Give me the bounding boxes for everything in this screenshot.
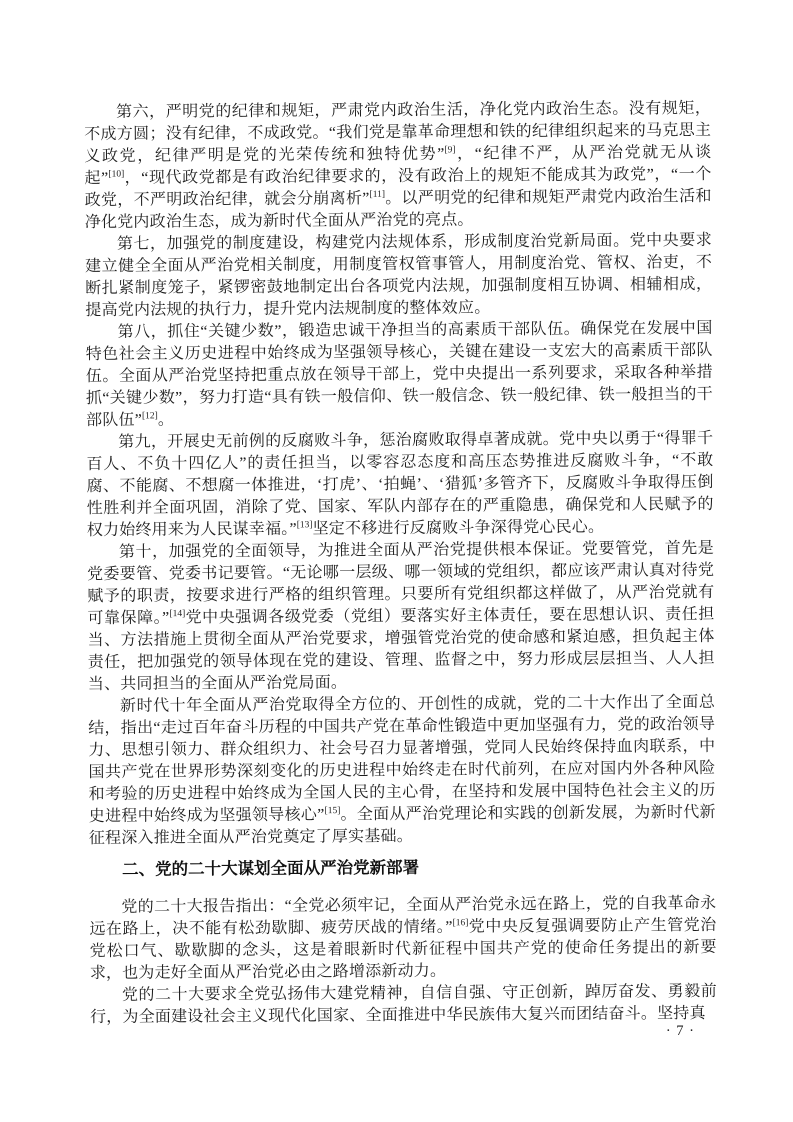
page-number: · 7 ·	[665, 1023, 695, 1039]
footnote-ref: [16]	[452, 918, 469, 929]
paragraph: 第六，严明党的纪律和规矩，严肃党内政治生活，净化党内政治生态。没有规矩，不成方圆；没有纪律，不成政党。“我们党是靠革命理想和铁的纪律组织起来的马克思主义政党，纪律严明是党的光荣传统和独特优势”[9]，“纪律不严，从严治党就无从谈起”[10]，“现代政党都是有政治纪律要求的，没有政治上的规矩不能成其为政党”，“一个政党，不严明政治纪律，就会分崩离析”[11]。以严明党的纪律和规矩严肃党内政治生活和净化党内政治生态，成为新时代全面从严治党的亮点。	[84, 99, 712, 232]
footnote-ref: [14]	[169, 609, 186, 620]
footnote-ref: [11]	[369, 189, 386, 200]
footnote-ref: [10]	[108, 169, 125, 180]
document-body	[84, 98, 717, 1029]
paragraph: 新时代十年全面从严治党取得全方位的、开创性的成就，党的二十大作出了全面总结，指出“走过百年奋斗历程的中国共产党在革命性锻造中更加坚强有力，党的政治领导力、思想引领力、群众组织力、社会号召力显著增强，党同人民始终保持血肉联系，中国共产党在世界形势深刻变化的历史进程中始终走在时代前列，在应对国内外各种风险和考验的历史进程中始终成为全国人民的主心骨，在坚持和发展中国特色社会主义的历史进程中始终成为坚强领导核心”[15]。全面从严治党理论和实践的创新发展，为新时代新征程深入推进全面从严治党奠定了厚实基础。	[88, 693, 716, 848]
paragraph: 第十，加强党的全面领导，为推进全面从严治党提供根本保证。党要管党，首先是党委要管、党委书记要管。“无论哪一层级、哪一领域的党组织，都应该严肃认真对待党赋予的职责，按要求进行严格的组织管理。只要所有党组织都这样做了，从严治党就有可靠保障。”[14]党中央强调各级党委（党组）要落实好主体责任，要在思想认识、责任担当、方法措施上贯彻全面从严治党要求，增强管党治党的使命感和紧迫感，担负起主体责任，把加强党的领导体现在党的建设、管理、监督之中，努力形成层层担当、人人担当、共同担当的全面从严治党局面。	[87, 539, 715, 694]
section-heading: 二、党的二十大谋划全面从严治党新部署	[122, 858, 420, 879]
paragraph: 第八，抓住“关键少数”，锻造忠诚干净担当的高素质干部队伍。确保党在发展中国特色社会主义历史进程中始终成为坚强领导核心，关键在建设一支宏大的高素质干部队伍。全面从严治党坚持把重点放在领导干部上，党中央提出一系列要求，采取各种举措抓“关键少数”，努力打造“具有铁一般信仰、铁一般信念、铁一般纪律、铁一般担当的干部队伍”[12]。	[85, 319, 714, 430]
footnote-ref: [13]	[296, 520, 313, 531]
paragraph: 党的二十大报告指出：“全党必须牢记，全面从严治党永远在路上，党的自我革命永远在路上，决不能有松劲歇脚、疲劳厌战的情绪。”[16]党中央反复强调要防止产生管党治党松口气、歇歇脚的念头，这是着眼新时代新征程中国共产党的使命任务提出的新要求，也为走好全面从严治党必由之路增添新动力。	[89, 894, 717, 983]
paragraph: 第九，开展史无前例的反腐败斗争，惩治腐败取得卓著成就。党中央以勇于“得罪千百人、不负十四亿人”的责任担当，以零容忍态度和高压态势推进反腐败斗争，“不敢腐、不能腐、不想腐一体推进，‘打虎’、‘拍蝇’、‘猎狐’多管齐下，反腐败斗争取得压倒性胜利并全面巩固，消除了党、国家、军队内部存在的严重隐患，确保党和人民赋予的权力始终用来为人民谋幸福。”[13]坚定不移进行反腐败斗争深得党心民心。	[86, 429, 714, 540]
paragraph: 党的二十大要求全党弘扬伟大建党精神，自信自强、守正创新，踔厉奋发、勇毅前行，为全面建设社会主义现代化国家、全面推进中华民族伟大复兴而团结奋斗。坚持真	[90, 982, 717, 1027]
footnote-ref: [9]	[444, 145, 456, 156]
footnote-ref: [15]	[324, 806, 341, 817]
footnote-ref: [12]	[141, 411, 158, 422]
paragraph: 第七，加强党的制度建设，构建党内法规体系，形成制度治党新局面。党中央要求建立健全全面从严治党相关制度，用制度管权管事管人，用制度治党、管权、治吏，不断扎紧制度笼子，紧锣密鼓地制定出台各项党内法规，加强制度相互协调、相辅相成，提高党内法规的执行力，提升党内法规制度的整体效应。	[85, 231, 713, 320]
